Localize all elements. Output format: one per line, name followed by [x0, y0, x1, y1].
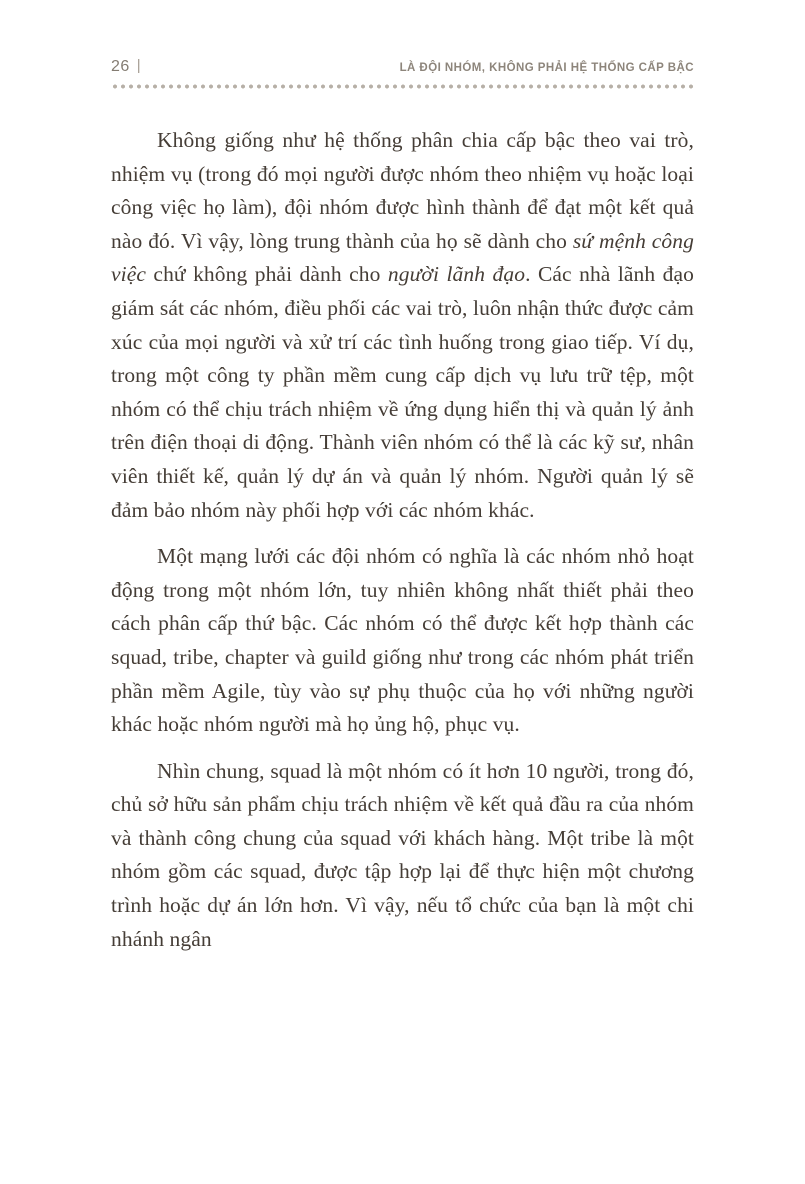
text-run-italic: sứ mệnh công việc [111, 228, 694, 287]
beaded-divider [111, 83, 694, 90]
text-run: Không giống như hệ thống phân chia cấp bậc theo vai trò, nhiệm vụ (trong đó mọi người được nhóm theo nhiệm vụ hoặc loại công việc họ làm), đội nhóm được hình thành để đạt một kết quả nào đó. Vì vậy, lòng trung thành của họ sẽ dành cho [111, 128, 694, 253]
paragraph-1 [111, 124, 694, 527]
text-run: Nhìn chung, squad là một nhóm có ít hơn 10 người, trong đó, chủ sở hữu sản phẩm chịu trách nhiệm về kết quả đầu ra của nhóm và thành công chung của squad với khách hàng. Một tribe là một nhóm gồm các squad, được tập hợp lại để thực hiện một chương trình hoặc dự án lớn hơn. Vì vậy, nếu tổ chức của bạn là một chi nhánh ngân [111, 758, 694, 951]
page-number-separator: | [136, 57, 141, 74]
text-run: chứ không phải dành cho [146, 262, 388, 287]
paragraph-3 [111, 755, 694, 957]
text-run: Một mạng lưới các đội nhóm có nghĩa là các nhóm nhỏ hoạt động trong một nhóm lớn, tuy nhiên không nhất thiết phải theo cách phân cấp thứ bậc. Các nhóm có thể được kết hợp thành các squad, tribe, chapter và guild giống như trong các nhóm phát triển phần mềm Agile, tùy vào sự phụ thuộc của họ với những người khác hoặc nhóm người mà họ ủng hộ, phục vụ. [111, 544, 694, 737]
running-title: LÀ ĐỘI NHÓM, KHÔNG PHẢI HỆ THỐNG CẤP BẬC [399, 62, 694, 74]
page-content [111, 58, 694, 956]
text-run-italic: người lãnh đạo [387, 262, 526, 287]
page-number-group [111, 58, 141, 76]
paragraph-2 [111, 540, 694, 742]
page-body [111, 124, 694, 956]
text-run: . Các nhà lãnh đạo giám sát các nhóm, điều phối các vai trò, luôn nhận thức được cảm xúc của mọi người và xử trí các tình huống trong giao tiếp. Ví dụ, trong một công ty phần mềm cung cấp dịch vụ lưu trữ tệp, một nhóm có thể chịu trách nhiệm về ứng dụng hiển thị và quản lý ảnh trên điện thoại di động. Thành viên nhóm có thể là các kỹ sư, nhân viên thiết kế, quản lý dự án và quản lý nhóm. Người quản lý sẽ đảm bảo nhóm này phối hợp với các nhóm khác. [111, 262, 694, 522]
running-header [111, 58, 694, 76]
page-number: 26 [111, 58, 130, 75]
